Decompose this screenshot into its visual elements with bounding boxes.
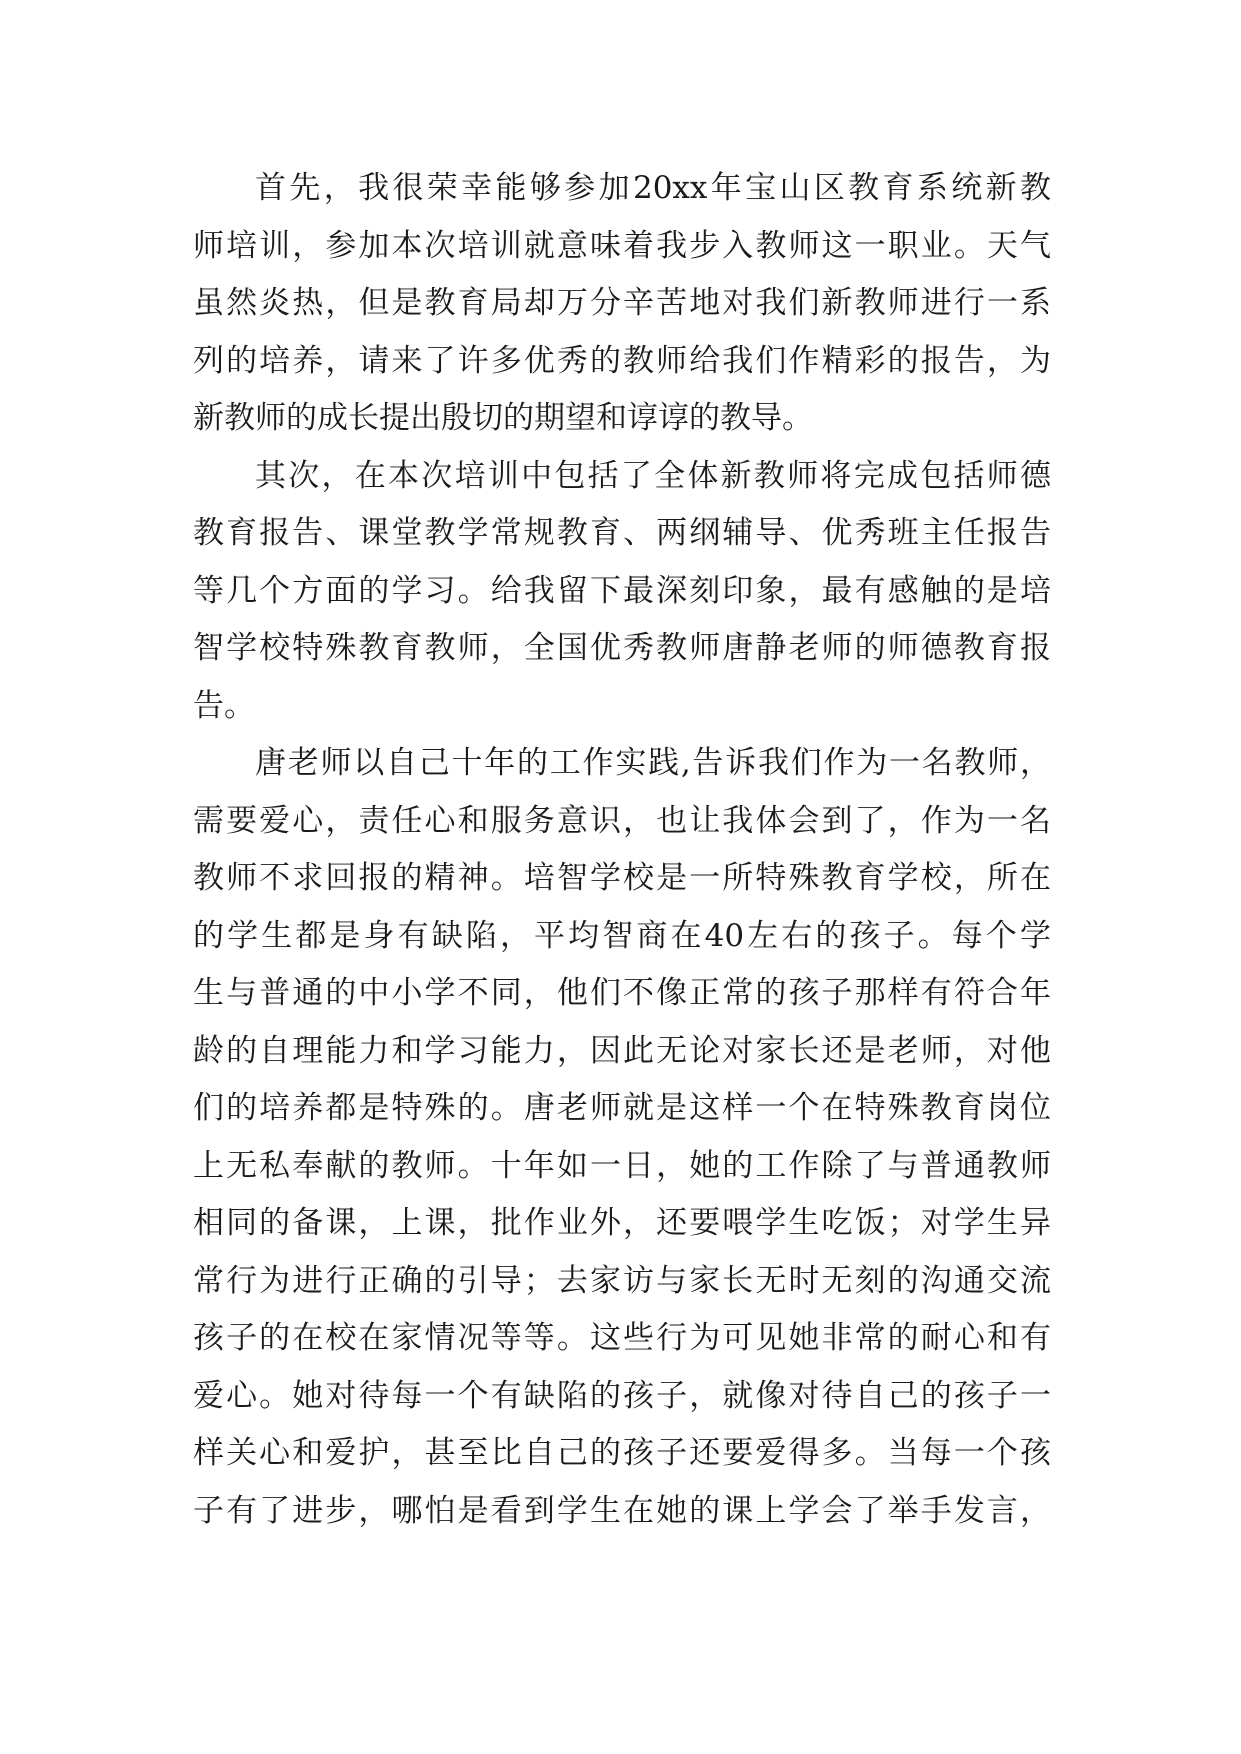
text-line: 的学生都是身有缺陷，平均智商在40左右的孩子。每个学 bbox=[193, 917, 1051, 954]
text-line: 唐老师以自己十年的工作实践,告诉我们作为一名教师， bbox=[255, 745, 1051, 781]
text-line: 告。 bbox=[193, 687, 255, 724]
text-line: 生与普通的中小学不同，他们不像正常的孩子那样有符合年 bbox=[193, 975, 1051, 1011]
text-line: 需要爱心，责任心和服务意识，也让我体会到了，作为一名 bbox=[193, 802, 1051, 839]
text-line: 师培训，参加本次培训就意味着我步入教师这一职业。天气 bbox=[193, 227, 1051, 264]
text-line: 新教师的成长提出殷切的期望和谆谆的教导。 bbox=[193, 400, 813, 436]
text-line: 们的培养都是特殊的。唐老师就是这样一个在特殊教育岗位 bbox=[193, 1090, 1051, 1126]
text-line: 相同的备课，上课，批作业外，还要喂学生吃饭；对学生异 bbox=[193, 1205, 1051, 1241]
text-line: 样关心和爱护，甚至比自己的孩子还要爱得多。当每一个孩 bbox=[193, 1435, 1051, 1471]
text-line: 教师不求回报的精神。培智学校是一所特殊教育学校，所在 bbox=[193, 860, 1051, 896]
text-line: 爱心。她对待每一个有缺陷的孩子，就像对待自己的孩子一 bbox=[193, 1377, 1051, 1414]
document-body bbox=[193, 160, 1051, 1540]
text-line: 等几个方面的学习。给我留下最深刻印象，最有感触的是培 bbox=[193, 572, 1051, 609]
text-line: 龄的自理能力和学习能力，因此无论对家长还是老师，对他 bbox=[193, 1032, 1051, 1069]
text-line: 孩子的在校在家情况等等。这些行为可见她非常的耐心和有 bbox=[193, 1320, 1051, 1356]
text-line: 智学校特殊教育教师，全国优秀教师唐静老师的师德教育报 bbox=[193, 630, 1051, 666]
text-line: 常行为进行正确的引导；去家访与家长无时无刻的沟通交流 bbox=[193, 1262, 1051, 1299]
paragraph-1 bbox=[193, 160, 1051, 448]
paragraph-3 bbox=[193, 735, 1051, 1540]
text-line: 虽然炎热，但是教育局却万分辛苦地对我们新教师进行一系 bbox=[193, 285, 1051, 321]
text-line: 其次，在本次培训中包括了全体新教师将完成包括师德 bbox=[255, 457, 1051, 494]
paragraph-2 bbox=[193, 448, 1051, 736]
text-line: 列的培养，请来了许多优秀的教师给我们作精彩的报告，为 bbox=[193, 342, 1051, 379]
text-line: 上无私奉献的教师。十年如一日，她的工作除了与普通教师 bbox=[193, 1147, 1051, 1184]
text-line: 教育报告、课堂教学常规教育、两纲辅导、优秀班主任报告 bbox=[193, 515, 1051, 551]
text-line: 子有了进步，哪怕是看到学生在她的课上学会了举手发言， bbox=[193, 1492, 1051, 1529]
text-line: 首先，我很荣幸能够参加20xx年宝山区教育系统新教 bbox=[255, 170, 1051, 206]
